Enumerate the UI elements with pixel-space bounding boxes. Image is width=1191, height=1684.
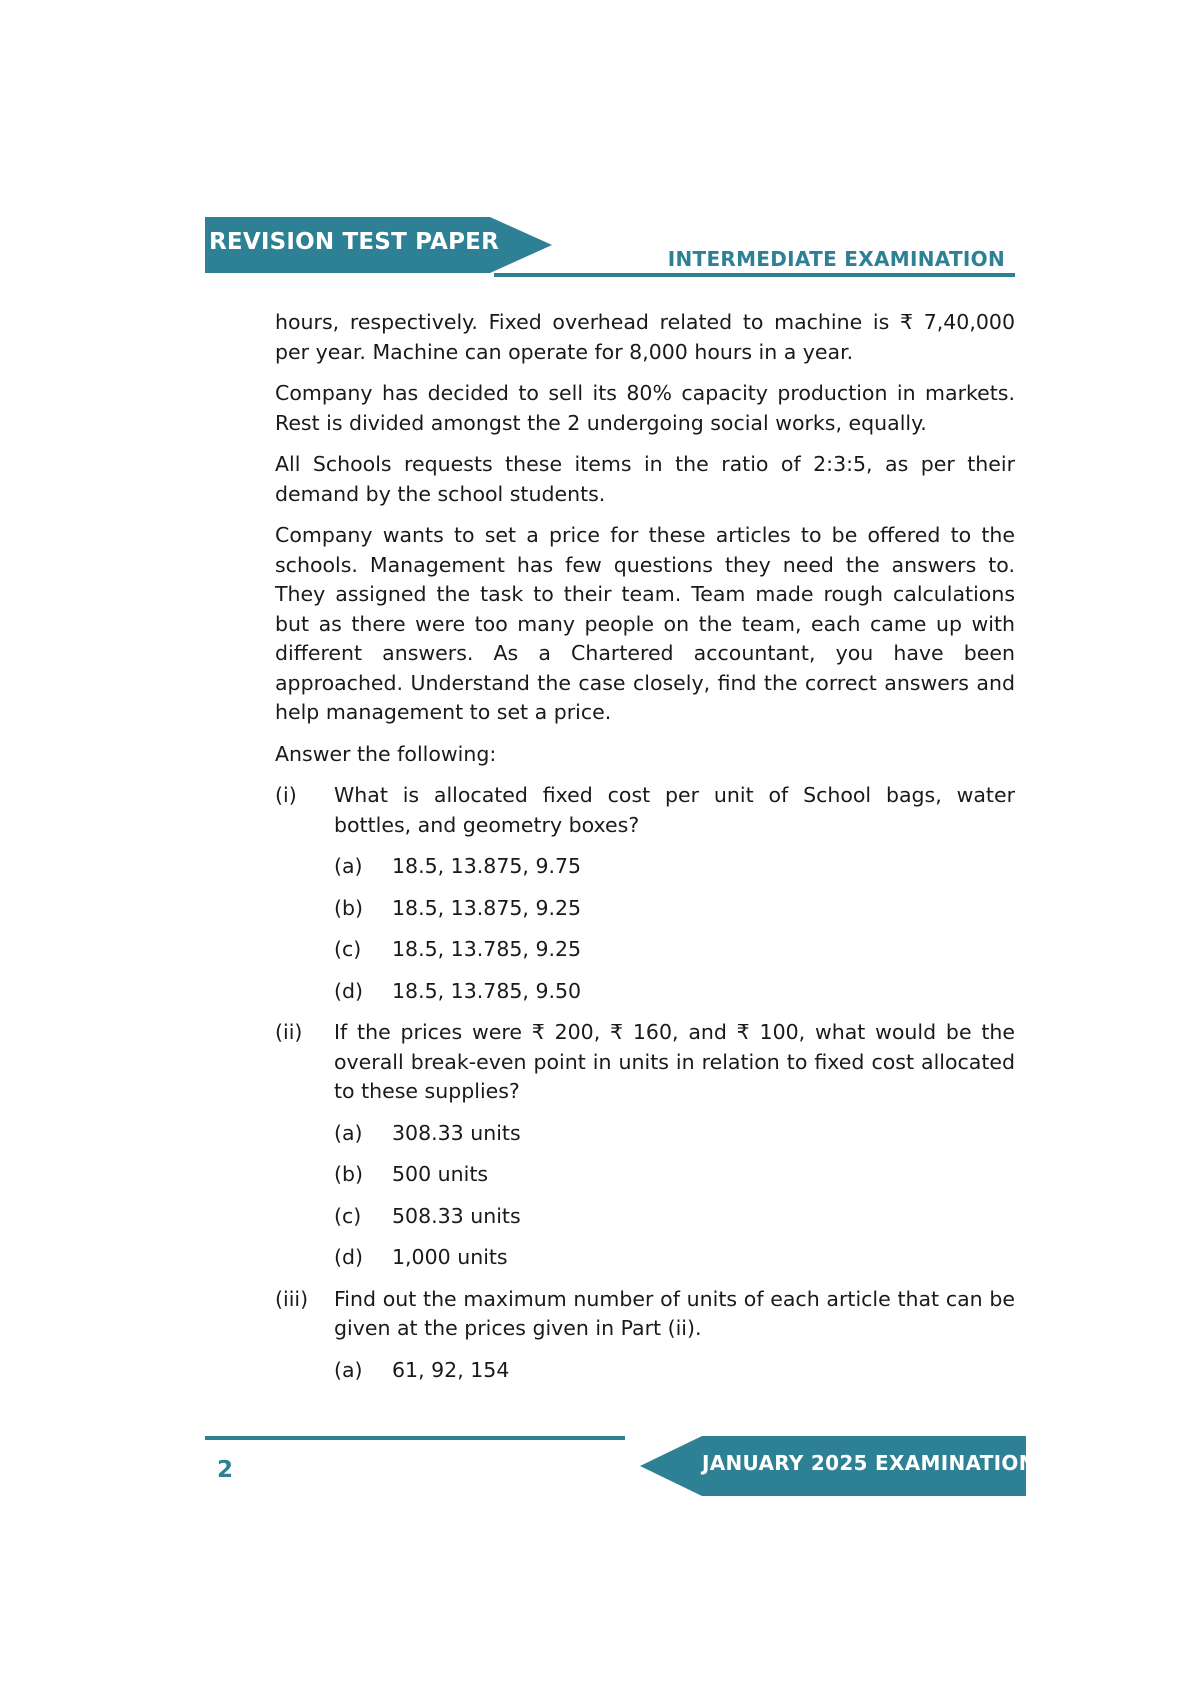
option-label: (d) bbox=[334, 1245, 364, 1269]
option-label: (a) bbox=[334, 854, 363, 878]
option-text: 18.5, 13.875, 9.75 bbox=[392, 854, 582, 878]
paragraph: Company wants to set a price for these articles to be offered to the schools. Management has few questions they need the answers to. They assigned the task to their team. Team made rough calculations but as there were too many people on the team, each came up with different answers. As a Chartered accountant, you have been approached. Understand the case closely, find the correct answers and help management to set a price. bbox=[275, 523, 1015, 724]
option bbox=[275, 852, 1015, 882]
question-number: (ii) bbox=[275, 1020, 303, 1044]
option-text: 308.33 units bbox=[392, 1120, 521, 1145]
option bbox=[275, 1356, 1015, 1386]
question-number: (i) bbox=[275, 783, 297, 807]
question-text: Find out the maximum number of units of each article that can be given at the prices given in Part (ii). bbox=[334, 1286, 1015, 1340]
header-left-title: REVISION TEST PAPER bbox=[209, 229, 499, 255]
option bbox=[275, 1160, 1015, 1190]
paragraph: All Schools requests these items in the ratio of 2:3:5, as per their demand by the school students. bbox=[275, 452, 1015, 506]
option-label: (a) bbox=[334, 1357, 363, 1382]
footer-rule bbox=[205, 1436, 625, 1440]
option-label: (c) bbox=[334, 937, 362, 961]
question-text: What is allocated fixed cost per unit of School bags, water bottles, and geometry boxes? bbox=[334, 783, 1015, 837]
option bbox=[275, 935, 1015, 965]
option-text: 18.5, 13.785, 9.50 bbox=[392, 978, 582, 1003]
option-text: 1,000 units bbox=[392, 1245, 508, 1269]
question-iii bbox=[275, 1285, 1015, 1344]
question-ii bbox=[275, 1018, 1015, 1107]
option-text: 18.5, 13.875, 9.25 bbox=[392, 895, 582, 920]
header-right-title: INTERMEDIATE EXAMINATION bbox=[667, 247, 1005, 271]
option bbox=[275, 1119, 1015, 1149]
header-rule bbox=[494, 273, 1015, 277]
option bbox=[275, 1243, 1015, 1273]
option-label: (c) bbox=[334, 1203, 362, 1228]
page-content bbox=[275, 308, 1015, 1397]
option-label: (b) bbox=[334, 1162, 364, 1186]
option-label: (a) bbox=[334, 1120, 363, 1145]
question-i bbox=[275, 781, 1015, 840]
option bbox=[275, 977, 1015, 1007]
paragraph: Company has decided to sell its 80% capacity production in markets. Rest is divided amongst the 2 undergoing social works, equally. bbox=[275, 381, 1015, 435]
option-text: 500 units bbox=[392, 1162, 489, 1186]
paragraph: Answer the following: bbox=[275, 741, 497, 766]
option bbox=[275, 894, 1015, 924]
option-text: 61, 92, 154 bbox=[392, 1357, 510, 1382]
option-label: (b) bbox=[334, 895, 364, 920]
page-number: 2 bbox=[217, 1457, 234, 1483]
question-text: If the prices were ₹ 200, ₹ 160, and ₹ 100, what would be the overall break-even point in units in relation to fixed cost allocated to these supplies? bbox=[334, 1020, 1015, 1103]
question-number: (iii) bbox=[275, 1286, 309, 1311]
footer-right-title: JANUARY 2025 EXAMINATION bbox=[702, 1451, 1036, 1475]
option-text: 508.33 units bbox=[392, 1203, 521, 1228]
option-label: (d) bbox=[334, 978, 364, 1003]
option bbox=[275, 1202, 1015, 1232]
option-text: 18.5, 13.785, 9.25 bbox=[392, 937, 582, 961]
paragraph: hours, respectively. Fixed overhead related to machine is ₹ 7,40,000 per year. Machine can operate for 8,000 hours in a year. bbox=[275, 310, 1015, 364]
